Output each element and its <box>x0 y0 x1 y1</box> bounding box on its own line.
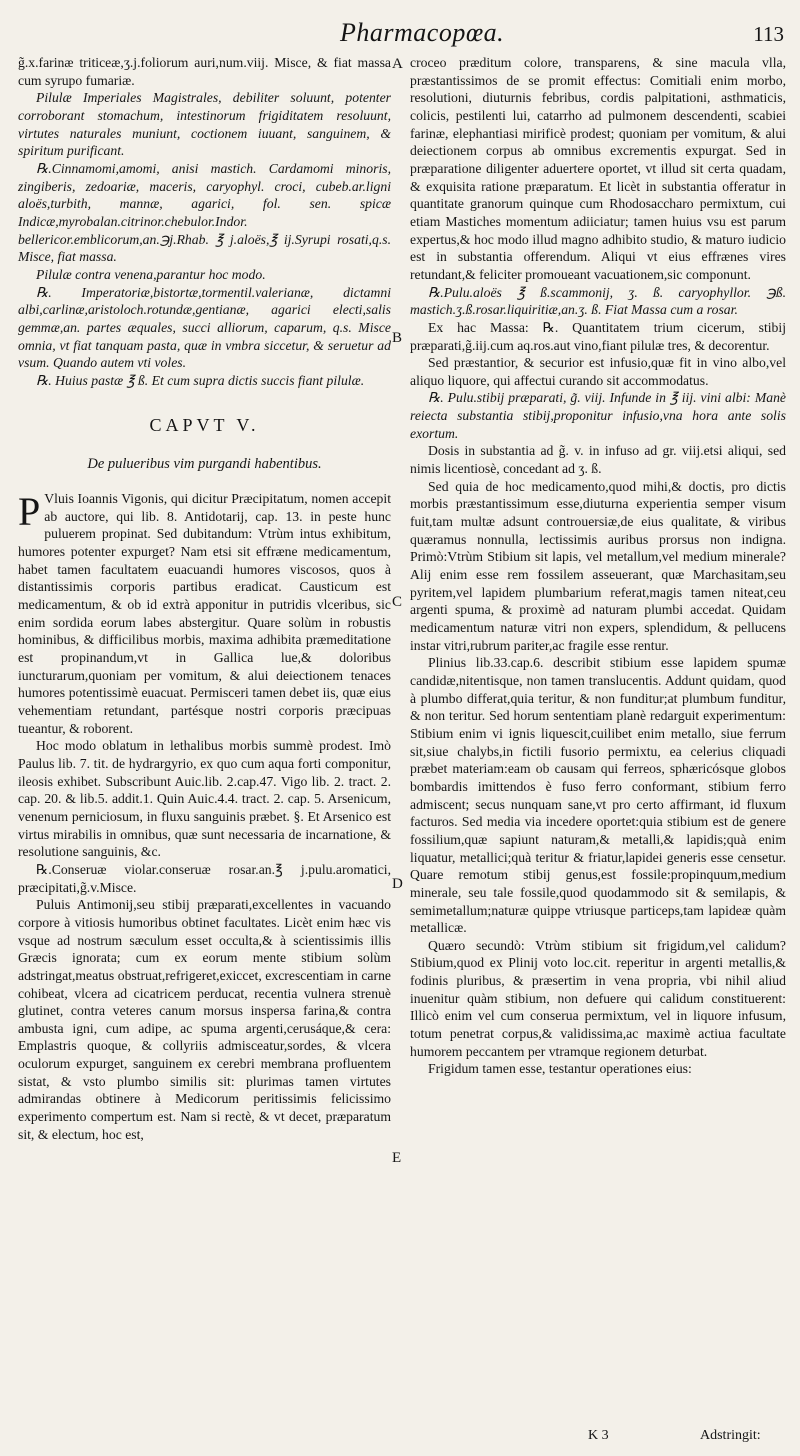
recipe: ℞.Pulu.aloës ℥ ß.scammonij, ʒ. ß. caryophyllor. ℈ß. mastich.ʒ.ß.rosar.liquiritiæ,an.ʒ. ß. Fiat Massa cum a rosar. <box>410 284 786 318</box>
catchword: Adstringit: <box>700 1428 761 1443</box>
margin-letter: B <box>392 330 403 346</box>
recipe: ℞. Pulu.stibij præparati, g̃. viij. Infunde in ℥ iij. vini albi: Manè reiecta substantia stibij,proponitur infusio,vna hora ante solis exortum. <box>410 390 786 441</box>
page-number: 113 <box>753 22 784 46</box>
paragraph: Dosis in substantia ad g̃. v. in infuso ad gr. viij.etsi aliqui, sed nimis licentiosè, concedant ad ʒ. ß. <box>410 443 786 477</box>
paragraph: g̃.x.farinæ triticeæ,ʒ.j.foliorum auri,num.viij. Misce, & fiat massa cum syrupo fumariæ. <box>18 55 391 88</box>
margin-letter: A <box>392 56 403 72</box>
left-column <box>18 54 391 1143</box>
paragraph: Sed quia de hoc medicamento,quod mihi,& doctis, pro dictis morbis præstantissimum esse,diuturna experientia semper visum fuit,tam multæ adsunt controuersiæ,de eius qualitate, & viribus quæramus nonnulla, lectissimis auribus prorsus non indigna. Primò:Vtrùm Stibium sit lapis, vel metallum,vel medium minerale? Alij enim esse rem fossilem asseuerant, quæ Marchasitam,seu pyritem,vel lapidem plumbarium referat,magis tamen niteat,ceu argenti spuma, & proximè ad naturam plumbi accedat. Quidam medicamentum naturæ vitri non expers, splendidum, & pellucens instar vitri,rubrum pariter,ac fragile esse rentur. <box>410 478 786 653</box>
paragraph: Quæro secundò: Vtrùm stibium sit frigidum,vel calidum?Stibium,quod ex Plinij voto loc.cit. reperitur in argenti metallis,& fodinis pluribus, & præsertim in vena propria, vbi nihil aliud inuenitur quàm stibium, non defuere qui calidum constituerent: Illicò enim vel cum conserua permixtum, vel in liquore infusum, totum penetrat corpus,& validissima,ac maximè actiua facultate humorem peccantem per vtramque regionem deturbat. <box>410 937 786 1059</box>
recipe: ℞.Cinnamomi,amomi, anisi mastich. Cardamomi minoris, zingiberis, zedoariæ, maceris, caryophyl. croci, cubeb.ar.ligni aloës,turbith, mannæ, agarici, fol. sen. spicæ Indicæ,myrobalan.citrinor.chebulor.Indor. bellericor.emblicorum,an.℈j.Rhab. ℥ j.aloës,℥ ij.Syrupi rosati,q.s. Misce, fiat massa. <box>18 160 391 265</box>
recipe: ℞. Imperatoriæ,bistortæ,tormentil.valerianæ, dictamni albi,carlinæ,aristoloch.rotundæ,gentianæ, agarici electi,salis gemmæ,an. partes æquales, succi alliorum, caparum, q.s. Misce omnia, vt fiat tanquam pasta, quæ in vmbra siccetur, & seruetur ad vsum. Quando autem vti voles. <box>18 284 391 371</box>
margin-letter: D <box>392 876 403 892</box>
paragraph: Sed præstantior, & securior est infusio,quæ fit in vino albo,vel aliquo liquore, qui affectui curando sit accommodatus. <box>410 355 786 388</box>
drop-cap: P <box>18 489 41 535</box>
margin-letter: E <box>392 1150 402 1166</box>
chapter-subtitle: De pulueribus vim purgandi habentibus. <box>87 456 322 473</box>
signature-mark: K 3 <box>588 1428 609 1443</box>
paragraph: Frigidum tamen esse, testantur operationes eius: <box>428 1061 692 1077</box>
paragraph: croceo præditum colore, transparens, & sine macula vlla, præstantissimos de se promit effectus: Comitiali enim morbo, resolutioni, diuturnis febribus, cordis palpitationi, asthmaticis, colicis, pestilenti lui, catarrho ad pulmonem descendenti, scabiei farinæ, elephantiasi mirificè prodest; quoniam per vomitum, & alui deiectionem corpus ab omnibus excrementis expurgat. Sed in præparatione diligenter aduertere oportet, vt illud sit certa quadam, & exquisita ratione præparatum. Et licèt in substantia offeratur in quantitate granorum quinque cum Rhodosaccharo permixtum, cui etiam Mastiches momentum adiiciatur; tamen huius vsu est parum expertus,& hoc modo illud magno adhibito studio, & maturo iudicio est in substantia offerendum. Aliqui vt eius effrænes vires retundant,& feliciter promoueant vacuationem,sic componunt. <box>410 55 786 282</box>
running-title: Pharmacopœa. <box>340 18 505 47</box>
paragraph-text: Vluis Ioannis Vigonis, qui dicitur Præcipitatum, nomen accepit ab auctore, qui lib. 8. Antidotarij, cap. 13. in peste hunc puluerem propinat. Sed dubitandum: Vtrùm intus exhibitum, humores potenter expurget? Nam etsi sit effræne medicamentum, habet tamen facultatem euacuandi humores viscosos, quos à distantissimis corporis partibus eradicat. Causticum est medicamentum, & ob id extrà apponitur in putridis vlceribus, sic enim sordida eorum labes abstergitur. Quare solùm in robustis hominibus, & difficilibus morbis, maxima adhibita præmeditatione est propinandum,vt in Gallica lue,& doloribus iuncturarum,quoniam per vomitum, & alui deiectionem tenaces humores potentissimè euacuat. Permisceri tamen debet iis, quæ eius vehementiam retundant, partésque nostri corporis præcipuas tueantur, & roborent. <box>18 491 391 736</box>
paragraph <box>18 490 391 737</box>
paragraph: Pilulæ Imperiales Magistrales, debiliter soluunt, potenter corroborant stomachum, intestinorum frigiditatem resoluunt, virtutes naturales muniunt, coctionem iuuant, sanguinem, & spiritum purificant. <box>18 90 391 159</box>
chapter-title: CAPVT V. <box>149 415 260 436</box>
paragraph: Plinius lib.33.cap.6. describit stibium esse lapidem spumæ candidæ,nitentisque, non tamen translucentis. Addunt quidam, quod à plumbo differat,quia teritur, & non funditur;at plumbum funditur, & non teritur. Sed horum sententiam planè redarguit experimentum: Stibium enim vi ignis liquescit,cuilibet enim metallo, siue ferrum sit,siue chalybs,in fictili fusorio permixtu, ea celerius cliquadi præbet materiam:eam ob causam qui ferreos, sphæricósque globos bombardis imittendos è fuso ferro conformant, stibium ferro admiscent; secus nunquam sane,vt pro certo affirmant, id fluxum facturos. Sed media via incedere oportet:quia stibium est de genere fossilium,quæ sapiunt naturam,& metalli,& lapidis;quà enim liquatur, metallici;quà teritur & friatur,lapidei generis esse censetur. Quare remotum stibij genus,est fossile:propinquum,medium minerale, seu tale fossile,quod quodammodo sit & semilapis, & semimetallum;naturæ quippe vtriusque particeps,tam lapideæ quàm metallicæ. <box>410 655 786 936</box>
margin-letter: C <box>392 594 403 610</box>
paragraph: Pilulæ contra venena,parantur hoc modo. <box>36 266 266 282</box>
recipe: ℞.Conseruæ violar.conseruæ rosar.an.℥ j.pulu.aromatici, præcipitati,g̃.v.Misce. <box>18 861 391 895</box>
paragraph: Ex hac Massa: ℞. Quantitatem trium cicerum, stibij præparati,g̃.iij.cum aq.ros.aut vino,fiant pilulæ tres, & decorentur. <box>410 319 786 353</box>
page-header <box>0 18 800 52</box>
recipe: ℞. Huius pastæ ℥ ß. Et cum supra dictis succis fiant pilulæ. <box>36 372 365 388</box>
paragraph: Hoc modo oblatum in lethalibus morbis summè prodest. Imò Paulus lib. 7. tit. de hydrargyrio, ex quo cum aqua forti componitur, ileosis exhibet. Subscribunt Auic.lib. 2.cap.47. Vigo lib. 2. tract. 2. cap. 20. & lib.5. addit.1. Quin Auic.4.4. tract. 2. cap. 5. Arsenicum, venenum perniciosum, in fluxu sanguinis præbet. §. Et Arsenico est virtus mirabilis in omnibus, quæ sunt necessaria de incarnatione, & resolutione sanguinis, &c. <box>18 738 391 860</box>
paragraph: Puluis Antimonij,seu stibij præparati,excellentes in vacuando corpore à vitiosis humoribus obtinet facultates. Licèt enim hæc vis vsque ad nostrum sæculum esset occulta,& à scientissimis illis Græcis ignorata; cum ex eorum mente stibium solùm adstringat,meatus obstruat,refrigeret,exiccet, excrescentiam in carne cohibeat, vlcera ad cicatricem perducat, recentia vulnera strenuè glutinet, contra veteres canum morsus inspersa farina,& contra ambusta igni, cum adipe, ac spuma argenti,cerusáque,& cera: Emplastris quoque, & collyriis admisceatur,sordes, & vlcera oculorum expurget, sanguinem ex cerebri membrana profluentem sistat, & vsto plumbo similis sit: plurimas tamen virtutes admirandas obtinere à Medicorum peritissimis felicissimo experimento compertum est. Nam si rectè, & vt decet, præparatum sit, & electum, hoc est, <box>18 897 391 1142</box>
right-column <box>410 54 786 1078</box>
